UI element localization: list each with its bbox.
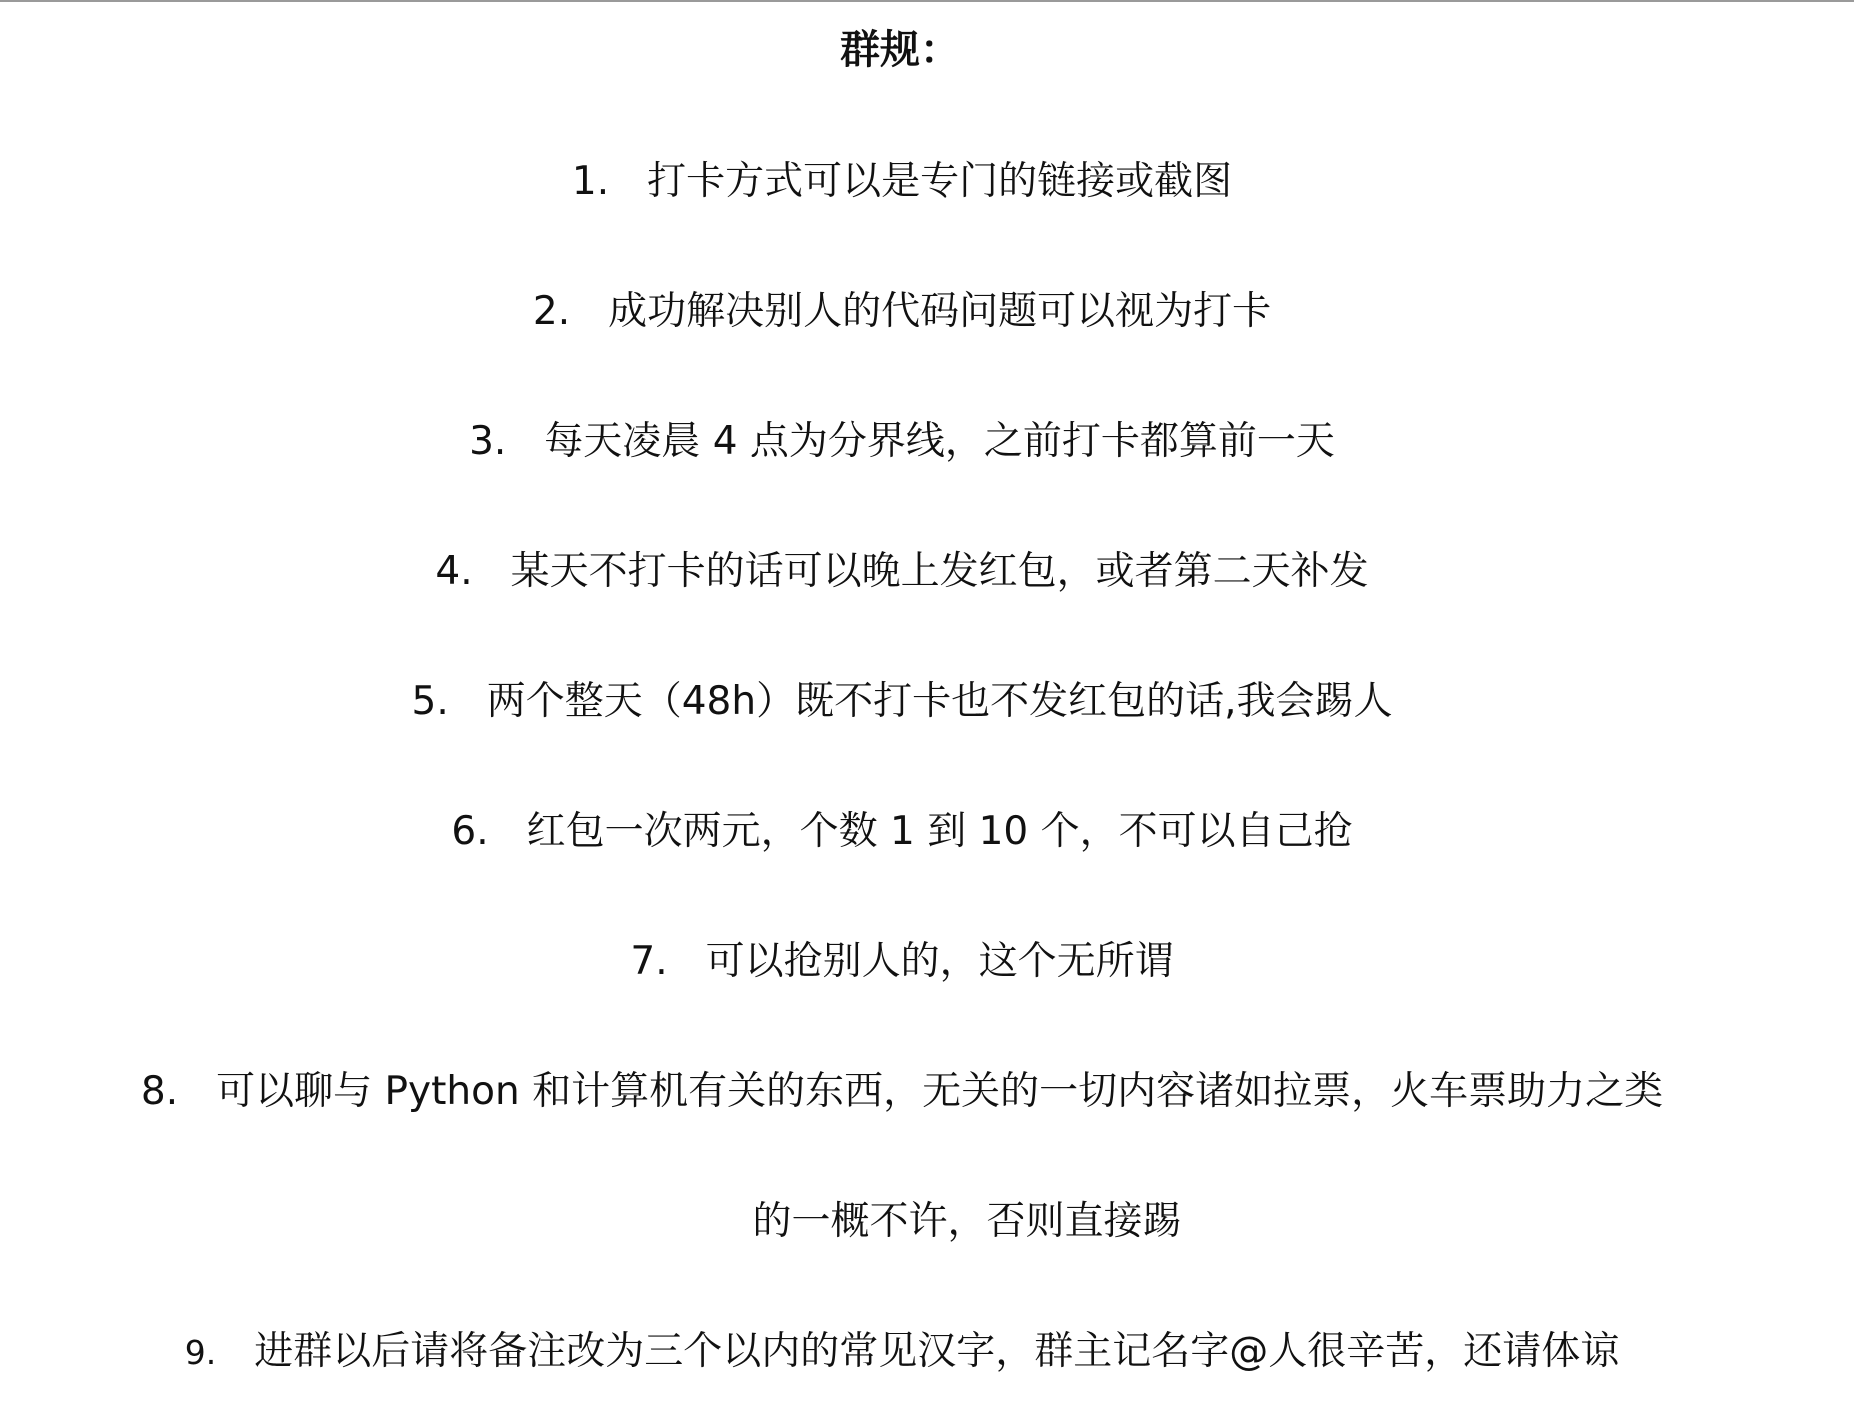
page-title: 群规： (840, 27, 960, 73)
rule-number: 6. (451, 809, 489, 854)
rule-text: 某天不打卡的话可以晚上发红包，或者第二天补发 (510, 549, 1369, 594)
rule-number: 9. (184, 1333, 217, 1372)
rule-2 (0, 284, 1829, 340)
rule-text: 两个整天（48h）既不打卡也不发红包的话,我会踢人 (486, 679, 1393, 724)
rule-text: 可以聊与 Python 和计算机有关的东西，无关的一切内容诸如拉票，火车票助力之类 (216, 1069, 1664, 1114)
rule-4 (0, 544, 1829, 600)
rule-1 (0, 154, 1829, 210)
rule-7 (0, 934, 1829, 990)
rule-text: 打卡方式可以是专门的链接或截图 (647, 159, 1233, 204)
rule-6 (0, 804, 1829, 860)
rule-text-continuation: 的一概不许，否则直接踢 (752, 1199, 1182, 1244)
rule-8 (0, 1064, 1829, 1120)
rule-text: 每天凌晨 4 点为分界线，之前打卡都算前一天 (544, 419, 1335, 464)
rule-5 (0, 674, 1829, 730)
rule-3 (0, 414, 1829, 470)
rule-text: 成功解决别人的代码问题可以视为打卡 (608, 289, 1272, 334)
rule-8-continuation (40, 1194, 1854, 1250)
rule-number: 1. (571, 159, 610, 204)
rule-number: 4. (435, 549, 473, 594)
rule-text: 进群以后请将备注改为三个以内的常见汉字，群主记名字@人很辛苦，还请体谅 (254, 1329, 1620, 1374)
rule-number: 8. (140, 1069, 179, 1114)
rule-number: 5. (411, 679, 449, 724)
rule-number: 7. (630, 939, 668, 984)
rule-number: 2. (532, 289, 571, 334)
rule-number: 3. (469, 419, 507, 464)
rule-text: 可以抢别人的，这个无所谓 (705, 939, 1174, 984)
rule-text: 红包一次两元，个数 1 到 10 个，不可以自己抢 (526, 809, 1353, 854)
rule-9 (0, 1324, 1829, 1381)
